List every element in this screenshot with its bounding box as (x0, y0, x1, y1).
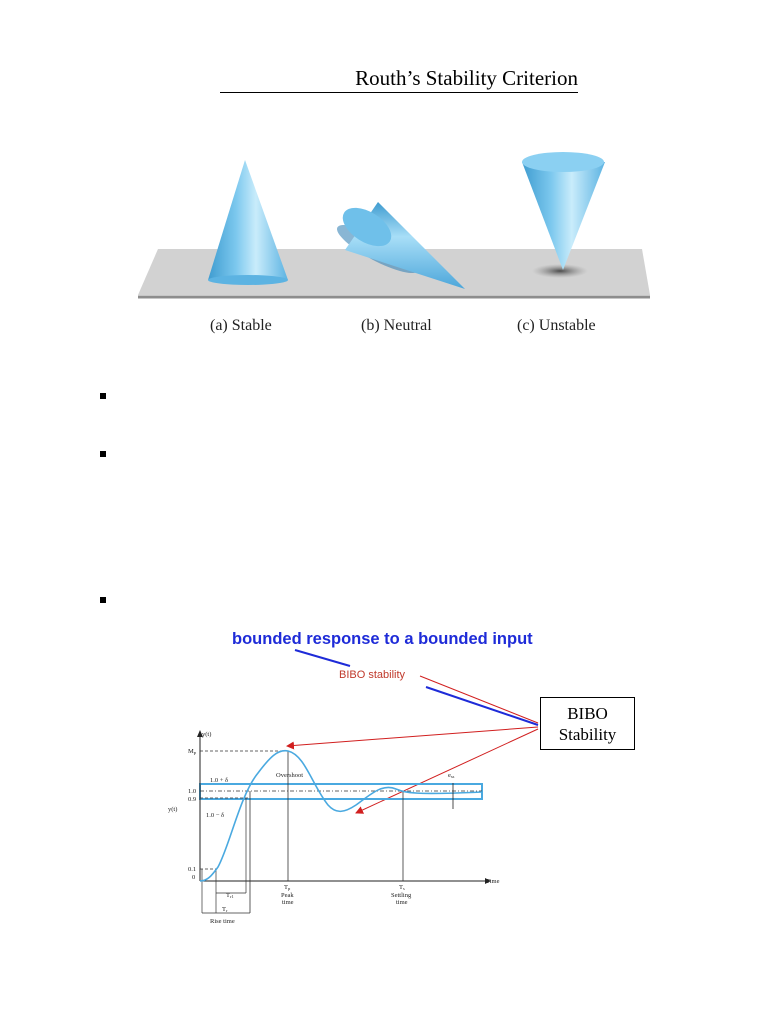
caption-unstable: (c) Unstable (517, 317, 596, 334)
lower-band-label: 1.0 − δ (206, 812, 225, 819)
tr-label: Tr (222, 906, 228, 913)
step-response-plot (160, 725, 510, 935)
overshoot-label: Overshoot (276, 772, 304, 779)
rise-time-label: Rise time (210, 918, 235, 925)
response-curve (200, 751, 482, 881)
bibo-box-line1: BIBO (567, 704, 608, 723)
settling-line2: time (396, 899, 408, 906)
peak-time-line2: time (282, 899, 294, 906)
box-connector-blue (426, 687, 538, 725)
ess-label: ess (448, 772, 455, 779)
settling-line1: Settling (391, 892, 412, 899)
upper-band-label: 1.0 + δ (210, 777, 229, 784)
page-title: Routh’s Stability Criterion (220, 66, 578, 93)
x-axis-label: Time (486, 878, 500, 885)
tick-1-0: 1.0 (188, 788, 197, 795)
tick-0-9: 0.9 (188, 796, 197, 803)
settling-symbol: Ts (399, 884, 405, 891)
peak-time-symbol: Tp (284, 884, 291, 891)
bibo-subheading: BIBO stability (339, 669, 406, 681)
caption-stable: (a) Stable (210, 317, 272, 334)
tick-0: 0 (192, 874, 196, 881)
bibo-heading: bounded response to a bounded input (232, 630, 533, 648)
yt-mark: y(t) (168, 806, 178, 813)
peak-time-line1: Peak (281, 892, 294, 899)
mp-label: $M_P$ (188, 748, 197, 756)
y-axis-label: y(t) (202, 731, 212, 738)
caption-neutral: (b) Neutral (361, 317, 432, 334)
heading-connector (295, 650, 350, 666)
bibo-box-line2: Stability (558, 725, 617, 744)
tolerance-band (200, 784, 482, 799)
subheading-connector (420, 676, 538, 723)
tr1-label: Tr1 (226, 892, 234, 899)
tick-0-1: 0.1 (188, 866, 197, 873)
